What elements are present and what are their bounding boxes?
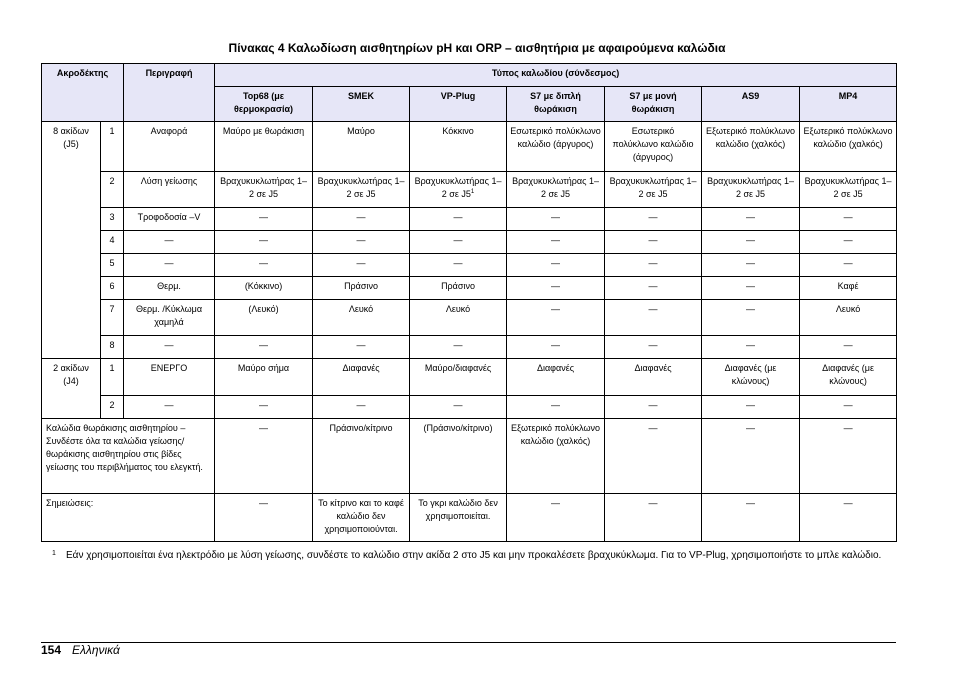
table-title: Πίνακας 4 Καλωδίωση αισθητηρίων pH και ORP – αισθητήρια με αφαιρούμενα καλώδια <box>228 41 726 55</box>
table-cell: Βραχυκυκλωτήρας 1–2 σε J5 <box>702 172 800 208</box>
table-cell: Εσωτερικό πολύκλωνο καλώδιο (άργυρος) <box>605 122 702 172</box>
pin-number: 5 <box>101 254 124 277</box>
table-cell: Βραχυκυκλωτήρας 1–2 σε J5 <box>507 172 605 208</box>
table-row <box>42 254 897 277</box>
table-cell: — <box>313 208 410 231</box>
table-cell: — <box>313 231 410 254</box>
table-cell: — <box>215 208 313 231</box>
table-cell: Λευκό <box>410 300 507 336</box>
table-cell: — <box>605 277 702 300</box>
pin-number: 2 <box>101 396 124 419</box>
table-cell: — <box>507 396 605 419</box>
header-col: VP-Plug <box>410 87 507 122</box>
table-cell: — <box>702 208 800 231</box>
table-cell: — <box>702 254 800 277</box>
table-cell: (Λευκό) <box>215 300 313 336</box>
pin-description: Αναφορά <box>124 122 215 172</box>
table-row <box>42 336 897 359</box>
pin-number: 7 <box>101 300 124 336</box>
pin-description: — <box>124 231 215 254</box>
header-col: SMEK <box>313 87 410 122</box>
table-cell: — <box>410 336 507 359</box>
table-row <box>42 396 897 419</box>
pin-description: Θερμ. <box>124 277 215 300</box>
table-cell: — <box>702 277 800 300</box>
table-row <box>42 277 897 300</box>
table-cell: — <box>702 494 800 542</box>
table-cell: — <box>702 396 800 419</box>
table-cell: — <box>605 208 702 231</box>
pin-number: 1 <box>101 359 124 396</box>
page-number: 154 <box>41 643 62 657</box>
table-cell: Μαύρο/διαφανές <box>410 359 507 396</box>
table-cell: — <box>605 254 702 277</box>
table-cell: — <box>313 396 410 419</box>
group-label: 8 ακίδων (J5) <box>42 122 101 359</box>
header-description: Περιγραφή <box>124 64 215 122</box>
table-cell: Κόκκινο <box>410 122 507 172</box>
table-cell: — <box>507 277 605 300</box>
table-cell: — <box>215 231 313 254</box>
table-cell: Εξωτερικό πολύκλωνο καλώδιο (χαλκός) <box>800 122 897 172</box>
table-cell: (Πράσινο/κίτρινο) <box>410 419 507 494</box>
table-cell: — <box>605 336 702 359</box>
table-cell: — <box>702 419 800 494</box>
table-cell: Λευκό <box>313 300 410 336</box>
table-cell: — <box>800 419 897 494</box>
table-cell: — <box>507 231 605 254</box>
table-cell: — <box>800 396 897 419</box>
pin-description: Τροφοδοσία –V <box>124 208 215 231</box>
table-row <box>42 172 897 208</box>
pin-description: Θερμ. /Κύκλωμα χαμηλά <box>124 300 215 336</box>
table-cell: — <box>410 208 507 231</box>
header-col: S7 με μονή θωράκιση <box>605 87 702 122</box>
table-row <box>42 359 897 396</box>
table-cell: — <box>507 336 605 359</box>
wiring-table <box>41 63 897 542</box>
footnote-mark: 1 <box>52 550 56 557</box>
table-cell: Πράσινο <box>410 277 507 300</box>
pin-number: 2 <box>101 172 124 208</box>
table-cell: — <box>800 208 897 231</box>
table-cell: — <box>605 300 702 336</box>
table-cell: — <box>702 336 800 359</box>
table-row <box>42 208 897 231</box>
table-cell: Το γκρι καλώδιο δεν χρησιμοποιείται. <box>410 494 507 542</box>
header-col: S7 με διπλή θωράκιση <box>507 87 605 122</box>
table-cell: Διαφανές <box>605 359 702 396</box>
pin-number: 3 <box>101 208 124 231</box>
table-cell: Βραχυκυκλωτήρας 1–2 σε J5 <box>313 172 410 208</box>
footnote-text: Εάν χρησιμοποιείται ένα ηλεκτρόδιο με λύση γείωσης, συνδέστε το καλώδιο στην ακίδα 2 στο J5 και μην προκαλέσετε βραχυκύκλωμα. Για το VP-Plug, χρησιμοποιήστε το μπλε καλώδιο. <box>66 550 882 561</box>
table-cell: Μαύρο <box>313 122 410 172</box>
pin-description: — <box>124 254 215 277</box>
table-row <box>42 300 897 336</box>
table-cell <box>410 172 507 208</box>
pin-number: 1 <box>101 122 124 172</box>
table-cell: — <box>410 231 507 254</box>
pin-number: 8 <box>101 336 124 359</box>
table-cell: — <box>215 396 313 419</box>
table-row <box>42 122 897 172</box>
table-cell: — <box>605 396 702 419</box>
footnote <box>52 549 902 562</box>
table-cell: — <box>313 336 410 359</box>
table-cell: Βραχυκυκλωτήρας 1–2 σε J5 <box>800 172 897 208</box>
table-cell: Μαύρο σήμα <box>215 359 313 396</box>
table-cell: Μαύρο με θωράκιση <box>215 122 313 172</box>
table-cell: (Κόκκινο) <box>215 277 313 300</box>
header-connector: Ακροδέκτης <box>42 64 124 122</box>
table-cell: Διαφανές (με κλώνους) <box>800 359 897 396</box>
table-cell: — <box>507 494 605 542</box>
footnote-ref: 1 <box>470 189 475 195</box>
header-col: MP4 <box>800 87 897 122</box>
notes-row-label: Σημειώσεις: <box>42 494 215 542</box>
table-row <box>42 231 897 254</box>
page-language: Ελληνικά <box>72 643 120 657</box>
table-cell: Διαφανές (με κλώνους) <box>702 359 800 396</box>
table-cell: Λευκό <box>800 300 897 336</box>
group-label: 2 ακίδων (J4) <box>42 359 101 419</box>
table-cell: — <box>702 300 800 336</box>
table-cell: — <box>215 254 313 277</box>
cell-text: Βραχυκυκλωτήρας 1–2 σε J5 <box>414 176 502 199</box>
pin-number: 4 <box>101 231 124 254</box>
pin-description: Λύση γείωσης <box>124 172 215 208</box>
table-cell: — <box>507 300 605 336</box>
table-cell: Καφέ <box>800 277 897 300</box>
table-cell: — <box>605 419 702 494</box>
header-col: Top68 (με θερμοκρασία) <box>215 87 313 122</box>
table-cell: — <box>800 254 897 277</box>
table-cell: — <box>605 494 702 542</box>
table-cell: Πράσινο/κίτρινο <box>313 419 410 494</box>
table-cell: Διαφανές <box>313 359 410 396</box>
shield-row-label: Καλώδια θωράκισης αισθητηρίου – Συνδέστε όλα τα καλώδια γείωσης/θωράκισης αισθητηρίου στις βίδες γείωσης του περιβλήματος του ελεγκτή. <box>42 419 215 494</box>
table-cell: Βραχυκυκλωτήρας 1–2 σε J5 <box>605 172 702 208</box>
pin-description: — <box>124 396 215 419</box>
pin-description: — <box>124 336 215 359</box>
table-cell: — <box>800 336 897 359</box>
table-cell: Εσωτερικό πολύκλωνο καλώδιο (άργυρος) <box>507 122 605 172</box>
pin-number: 6 <box>101 277 124 300</box>
table-cell: — <box>605 231 702 254</box>
table-cell: — <box>702 231 800 254</box>
table-cell: — <box>507 254 605 277</box>
table-cell: — <box>215 419 313 494</box>
table-cell: Διαφανές <box>507 359 605 396</box>
pin-description: ΕΝΕΡΓΟ <box>124 359 215 396</box>
table-cell: Βραχυκυκλωτήρας 1–2 σε J5 <box>215 172 313 208</box>
table-row <box>42 419 897 494</box>
table-cell: — <box>410 254 507 277</box>
table-cell: Πράσινο <box>313 277 410 300</box>
table-cell: Εξωτερικό πολύκλωνο καλώδιο (χαλκός) <box>507 419 605 494</box>
footer-divider <box>41 642 896 643</box>
table-cell: Εξωτερικό πολύκλωνο καλώδιο (χαλκός) <box>702 122 800 172</box>
header-cable-type: Τύπος καλωδίου (σύνδεσμος) <box>215 64 897 87</box>
table-row <box>42 494 897 542</box>
table-cell: — <box>800 494 897 542</box>
table-cell: — <box>313 254 410 277</box>
table-cell: — <box>800 231 897 254</box>
table-cell: — <box>410 396 507 419</box>
table-cell: — <box>507 208 605 231</box>
table-cell: — <box>215 336 313 359</box>
header-col: AS9 <box>702 87 800 122</box>
table-cell: — <box>215 494 313 542</box>
table-cell: Το κίτρινο και το καφέ καλώδιο δεν χρησιμοποιούνται. <box>313 494 410 542</box>
